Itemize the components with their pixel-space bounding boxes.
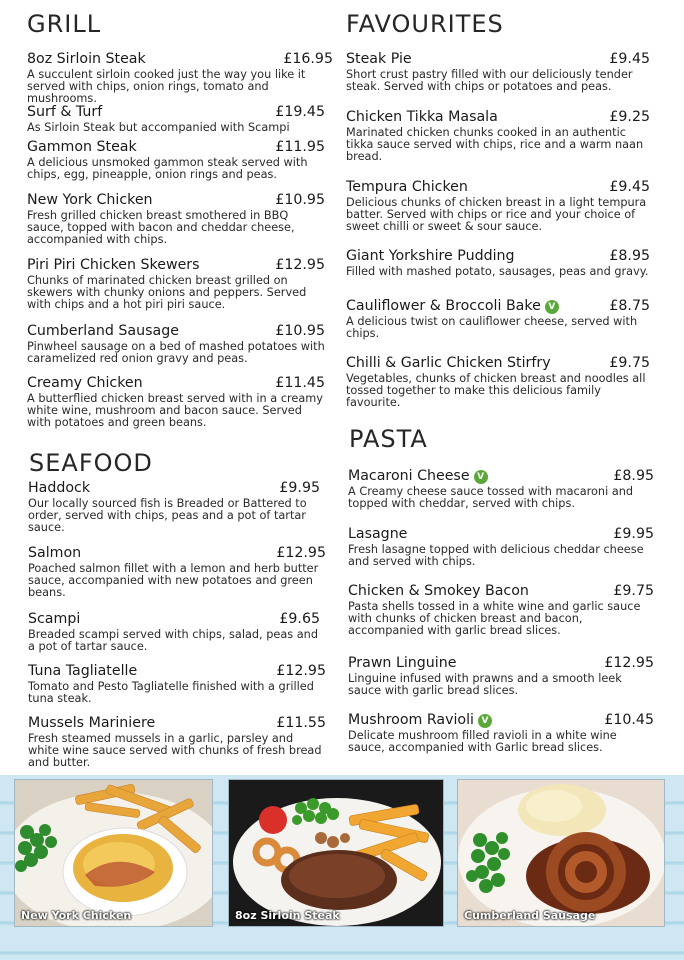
food-photo: [457, 779, 665, 927]
item-description: Marinated chicken chunks cooked in an authentic tikka sauce served with chips, rice and a warm naan bread.: [346, 126, 644, 164]
item-price: £9.25: [609, 109, 650, 125]
item-description: Breaded scampi served with chips, salad, peas and a pot of tartar sauce.: [28, 628, 319, 654]
menu-item: [28, 715, 326, 770]
item-price: £9.45: [609, 51, 650, 67]
item-description: Fresh lasagne topped with delicious cheddar cheese and served with chips.: [348, 543, 644, 569]
item-price: £10.45: [604, 712, 654, 728]
item-description: Delicate mushroom filled ravioli in a white wine sauce, accompanied with Garlic bread slices.: [348, 729, 617, 755]
item-name: New York Chicken: [27, 192, 153, 208]
grill-heading: GRILL: [27, 10, 102, 38]
item-description: Short crust pastry filled with our deliciously tender steak. Served with chips or potatoes and peas.: [346, 68, 633, 94]
item-price: £9.75: [613, 583, 654, 599]
item-description: As Sirloin Steak but accompanied with Scampi: [27, 121, 290, 134]
menu-item: [27, 104, 325, 134]
item-name: Tempura Chicken: [346, 179, 468, 195]
item-name: Creamy Chicken: [27, 375, 143, 391]
vegetarian-icon: V: [478, 714, 492, 728]
item-description: A delicious twist on cauliflower cheese, served with chips.: [346, 315, 638, 341]
item-description: Filled with mashed potato, sausages, peas and gravy.: [346, 265, 649, 278]
food-photo: [228, 779, 444, 927]
item-price: £12.95: [276, 663, 326, 679]
item-price: £11.45: [275, 375, 325, 391]
item-price: £8.95: [613, 468, 654, 484]
favourites-heading: FAVOURITES: [346, 10, 504, 38]
item-name: Giant Yorkshire Pudding: [346, 248, 515, 264]
item-description: Fresh steamed mussels in a garlic, parsley and white wine sauce served with chunks of fresh bread and butter.: [28, 732, 322, 770]
menu-item: [348, 468, 654, 510]
item-price: £11.55: [276, 715, 326, 731]
item-name: Lasagne: [348, 526, 408, 542]
photo-strip: [0, 775, 684, 960]
menu-item: [28, 663, 326, 705]
item-description: Chunks of marinated chicken breast grilled on skewers with chunky onions and peppers. Served with chips and a hot piri piri sauce.: [27, 274, 307, 312]
item-price: £16.95: [283, 51, 333, 67]
item-name: Chicken & Smokey Bacon: [348, 583, 529, 599]
item-description: Vegetables, chunks of chicken breast and noodles all tossed together to make this delicious family favourite.: [346, 372, 646, 410]
item-price: £8.95: [609, 248, 650, 264]
menu-item: [27, 192, 325, 247]
menu-item: [27, 323, 325, 365]
item-name: Mushroom Ravioli V: [348, 712, 492, 728]
item-name: Mussels Mariniere: [28, 715, 156, 731]
item-price: £9.75: [609, 355, 650, 371]
item-name: Macaroni Cheese V: [348, 468, 488, 484]
item-price: £9.95: [279, 480, 320, 496]
item-price: £10.95: [275, 323, 325, 339]
item-description: A succulent sirloin cooked just the way you like it served with chips, onion rings, tomato and mushrooms.: [27, 68, 306, 106]
item-price: £9.65: [279, 611, 320, 627]
item-price: £12.95: [276, 545, 326, 561]
menu-item: [348, 712, 654, 754]
menu-item: [346, 179, 650, 234]
item-description: Fresh grilled chicken breast smothered in BBQ sauce, topped with bacon and cheddar cheese, accompanied with chips.: [27, 209, 295, 247]
new-york-chicken-image: [15, 780, 212, 926]
item-price: £19.45: [275, 104, 325, 120]
menu-item: [27, 51, 333, 106]
menu-item: [346, 298, 650, 340]
menu-item: [346, 109, 650, 164]
photo-caption: New York Chicken: [21, 909, 132, 922]
sirloin-steak-image: [229, 780, 443, 926]
item-name: 8oz Sirloin Steak: [27, 51, 146, 67]
menu-item: [346, 355, 650, 410]
menu-item: [348, 526, 654, 568]
pasta-heading: PASTA: [349, 425, 428, 453]
menu-item: [28, 480, 320, 535]
item-price: £10.95: [275, 192, 325, 208]
item-name: Scampi: [28, 611, 81, 627]
item-price: £9.95: [613, 526, 654, 542]
menu-item: [346, 51, 650, 93]
menu-item: [346, 248, 650, 278]
seafood-heading: SEAFOOD: [29, 449, 153, 477]
item-name: Tuna Tagliatelle: [28, 663, 138, 679]
item-description: Our locally sourced fish is Breaded or Battered to order, served with chips, peas and a pot of tartar sauce.: [28, 497, 307, 535]
menu-item: [28, 611, 320, 653]
item-description: Delicious chunks of chicken breast in a light tempura batter. Served with chips or rice and your choice of sweet chilli or sweet & sour sauce.: [346, 196, 647, 234]
menu-item: [27, 257, 325, 312]
item-description: A delicious unsmoked gammon steak served with chips, egg, pineapple, onion rings and peas.: [27, 156, 308, 182]
item-description: Poached salmon fillet with a lemon and herb butter sauce, accompanied with new potatoes and green beans.: [28, 562, 319, 600]
item-name: Prawn Linguine: [348, 655, 457, 671]
item-name: Cauliflower & Broccoli Bake V: [346, 298, 559, 314]
item-name: Piri Piri Chicken Skewers: [27, 257, 200, 273]
item-name: Chilli & Garlic Chicken Stirfry: [346, 355, 551, 371]
item-description: Pasta shells tossed in a white wine and garlic sauce with chunks of chicken breast and bacon, accompanied with garlic bread slices.: [348, 600, 641, 638]
item-price: £12.95: [604, 655, 654, 671]
menu-item: [348, 583, 654, 638]
menu-item: [27, 375, 325, 430]
vegetarian-icon: V: [545, 300, 559, 314]
item-price: £9.45: [609, 179, 650, 195]
photo-caption: Cumberland Sausage: [464, 909, 596, 922]
item-description: Linguine infused with prawns and a smooth leek sauce with garlic bread slices.: [348, 672, 622, 698]
food-photo: [14, 779, 213, 927]
item-price: £12.95: [275, 257, 325, 273]
item-name: Cumberland Sausage: [27, 323, 179, 339]
cumberland-sausage-image: [458, 780, 664, 926]
menu-item: [28, 545, 326, 600]
item-description: A butterflied chicken breast served with in a creamy white wine, mushroom and bacon sauce. Served with potatoes and green beans.: [27, 392, 323, 430]
item-description: Pinwheel sausage on a bed of mashed potatoes with caramelized red onion gravy and peas.: [27, 340, 325, 366]
item-name: Salmon: [28, 545, 82, 561]
item-price: £8.75: [609, 298, 650, 314]
menu-item: [27, 139, 325, 181]
item-name: Surf & Turf: [27, 104, 103, 120]
vegetarian-icon: V: [474, 470, 488, 484]
item-description: A Creamy cheese sauce tossed with macaroni and topped with cheddar, served with chips.: [348, 485, 634, 511]
item-price: £11.95: [275, 139, 325, 155]
item-name: Gammon Steak: [27, 139, 137, 155]
item-name: Steak Pie: [346, 51, 412, 67]
item-name: Haddock: [28, 480, 91, 496]
item-name: Chicken Tikka Masala: [346, 109, 498, 125]
menu-item: [348, 655, 654, 697]
item-description: Tomato and Pesto Tagliatelle finished with a grilled tuna steak.: [28, 680, 314, 706]
photo-caption: 8oz Sirloin Steak: [235, 909, 340, 922]
